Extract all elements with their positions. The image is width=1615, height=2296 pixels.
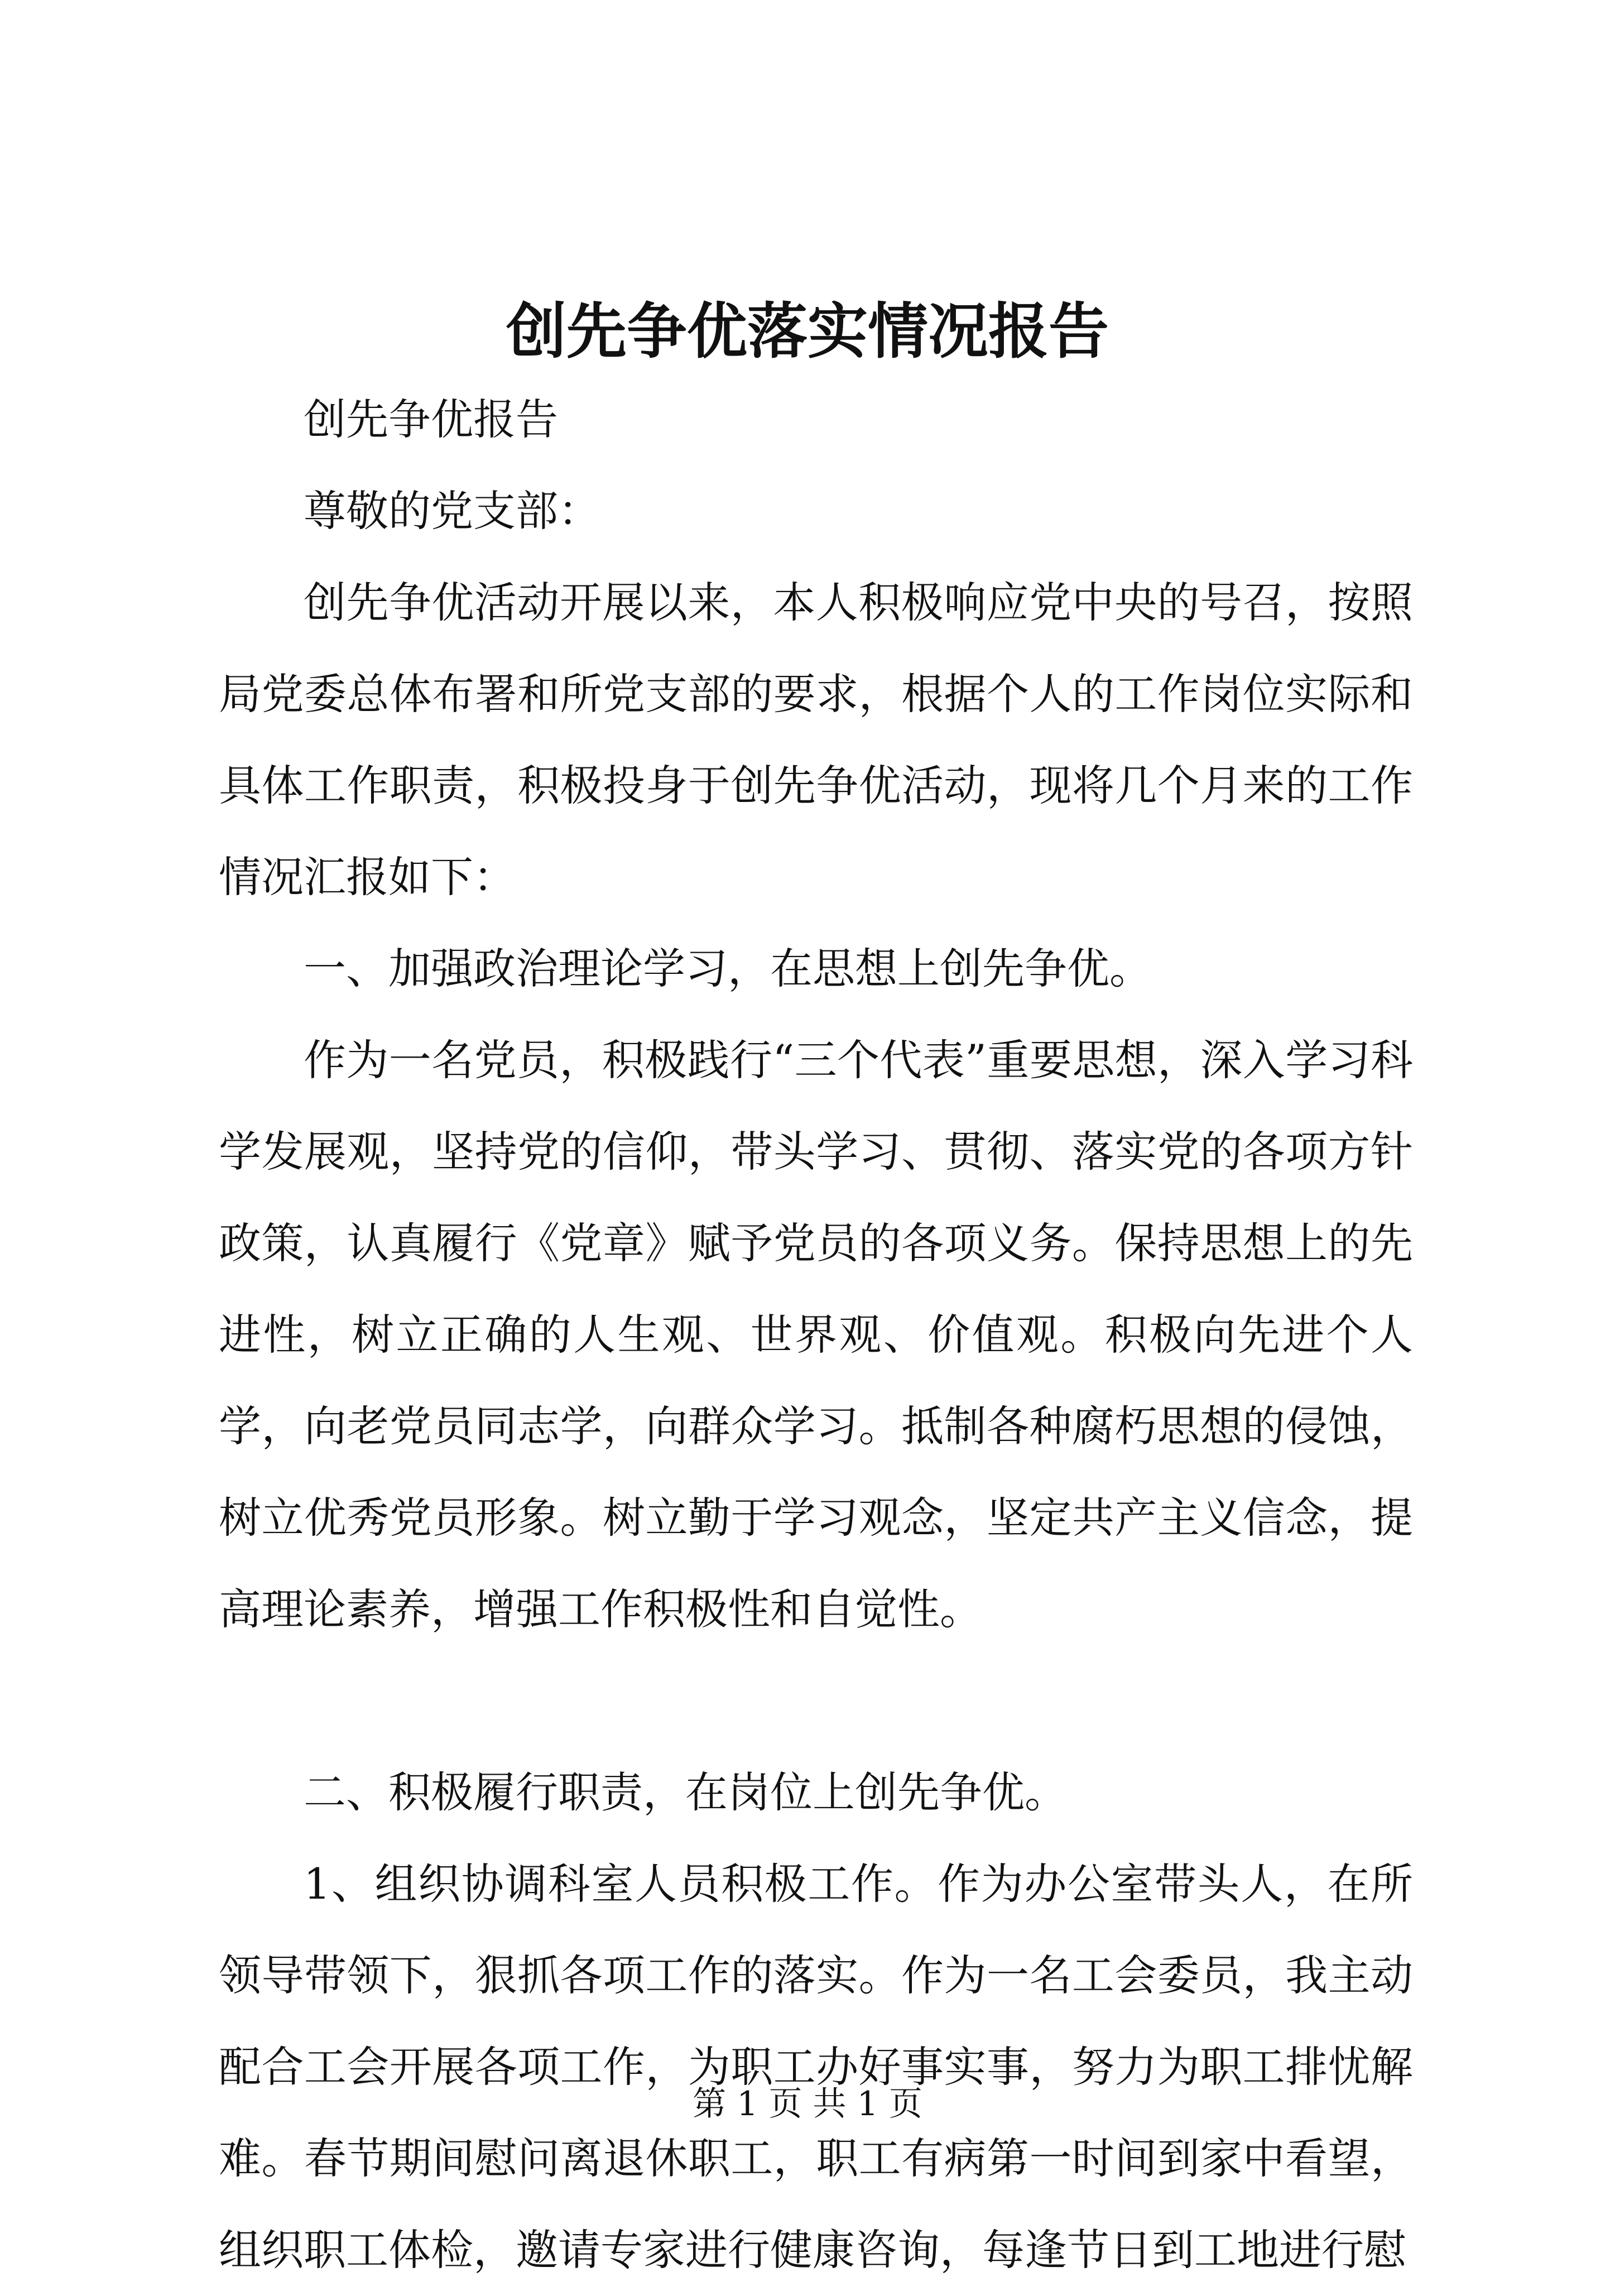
page-number-footer: 第 1 页 共 1 页 (693, 2084, 922, 2124)
document-title: 创先争优落实情况报告 (506, 296, 1109, 367)
intro-paragraph: 创先争优活动开展以来，本人积极响应党中央的号召，按照局党委总体布署和所党支部的要求，根据个人的工作岗位实际和具体工作职责，积极投身于创先争优活动，现将几个月来的工作情况汇报如下： (219, 578, 1413, 902)
report-subtitle: 创先争优报告 (304, 395, 558, 444)
section-2-heading: 二、积极履行职责，在岗位上创先争优。 (304, 1767, 1067, 1817)
section-1-body: 作为一名党员，积极践行“三个代表”重要思想，深入学习科学发展观，坚持党的信仰，带头学习、贯彻、落实党的各项方针政策，认真履行《党章》赋予党员的各项义务。保持思想上的先进性，树立正确的人生观、世界观、价值观。积极向先进个人学，向老党员同志学，向群众学习。抵制各种腐朽思想的侵蚀，树立优秀党员形象。树立勤于学习观念，坚定共产主义信念，提高理论素养，增强工作积极性和自觉性。 (219, 1035, 1413, 1634)
section-2-item-1: 1、组织协调科室人员积极工作。作为办公室带头人，在所领导带领下，狠抓各项工作的落实。作为一名工会委员，我主动配合工会开展各项工作，为职工办好事实事，努力为职工排忧解难。春节期间慰问离退休职工，职工有病第一时间到家中看望，组织职工体检，邀请专家进行健康咨询，每逢节日到工地进行慰 (219, 1859, 1413, 2275)
salutation: 尊敬的党支部： (304, 486, 600, 536)
section-1-heading: 一、加强政治理论学习，在思想上创先争优。 (304, 944, 1152, 993)
